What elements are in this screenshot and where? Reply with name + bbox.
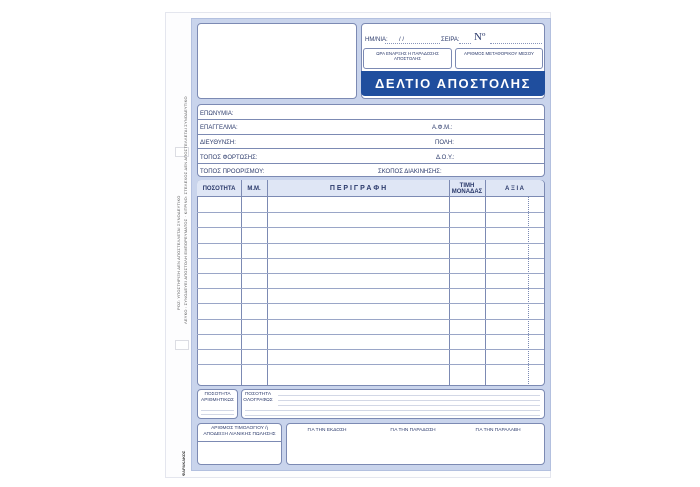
col-value: Α Ξ Ι Α	[505, 185, 524, 192]
table-row-line	[197, 303, 544, 304]
tax-office-label: Δ.Ο.Υ.:	[436, 155, 455, 161]
table-row-line	[197, 273, 544, 274]
table-row-line	[197, 319, 544, 320]
table-row-line	[197, 288, 544, 289]
table-row-line	[197, 334, 544, 335]
qty-words-line-2	[278, 400, 540, 401]
punch-hole-bottom	[175, 340, 189, 350]
invoice-number-label	[197, 426, 282, 437]
signature-issuer-label[interactable]: ΓΙΑ ΤΗΝ ΕΚΔΟΣΗ	[307, 428, 347, 433]
profession-row-line	[197, 134, 545, 135]
date-field[interactable]	[385, 43, 440, 44]
qty-numeric-line	[201, 410, 234, 411]
qty-numeric-line-2	[201, 414, 234, 415]
col-divider-4	[485, 180, 486, 386]
side-note-pink: ΡΟΖ: ΥΠΟΣΤΗΡΙΞΗ ΔΕΝ ΑΠΟΣΤΕΛΛΕΤΑΙ ΣΥΝΟΔΕΥΤΙΚΟ	[176, 195, 181, 310]
qty-words-line-4	[245, 410, 540, 411]
qty-words-label-line1: ΠΟΣΟΤΗΤΑ	[244, 392, 272, 397]
address-label: ΔΙΕΥΘΥΝΣΗ:	[200, 140, 236, 146]
city-label: ΠΟΛΗ:	[435, 140, 454, 146]
profession-label: ΕΠΑΓΓΕΛΜΑ:	[200, 125, 238, 131]
invoice-number-label-line2: ΑΠΟΔΕΙΞΗ ΛΙΑΝΙΚΗΣ ΠΩΛΗΣΗΣ	[203, 431, 276, 437]
loading-row-line	[197, 163, 545, 164]
customer-details-box	[197, 104, 545, 177]
col-divider-1	[241, 180, 242, 386]
vat-label: Α.Φ.Μ.:	[432, 125, 453, 131]
series-label: ΣΕΙΡΑ:	[441, 37, 460, 43]
signature-receiver-label[interactable]: ΓΙΑ ΤΗΝ ΠΑΡΑΛΑΒΗ	[475, 428, 521, 433]
date-separators: / /	[399, 37, 405, 43]
col-quantity: ΠΟΣΟΤΗΤΑ	[202, 185, 236, 192]
table-row-line	[197, 243, 544, 244]
vehicle-number-box[interactable]: ΑΡΙΘΜΟΣ ΜΕΤΑΦΟΡΙΚΟΥ ΜΕΣΟΥ	[455, 48, 543, 69]
qty-words-label	[241, 392, 275, 403]
name-label: ΕΠΩΝΥΜΙΑ:	[200, 111, 234, 117]
table-row-line	[197, 227, 544, 228]
qty-words-line-3	[278, 405, 540, 406]
side-note-white-yellow: ΛΕΥΚΟ : ΣΥΝΟΔΕΥΕΙ ΑΠΟΣΤΟΛΗ ΕΜΠΟΡΕΥΜΑΤΟΣ · ΚΙΤΡΙΝΟ: ΣΤΕΛΕΧΟΣ ΔΕΝ ΑΠΟΣΤΕΛΛΕΤΑΙ ΣΥΝΟΔΕΥΤΙΚΟ	[183, 96, 188, 324]
loading-place-label: ΤΟΠΟΣ ΦΟΡΤΩΣΗΣ:	[200, 155, 258, 161]
table-row-line	[197, 212, 544, 213]
issuer-box[interactable]	[197, 23, 357, 99]
signature-deliverer-label[interactable]: ΓΙΑ ΤΗΝ ΠΑΡΑΔΟΣΗ	[390, 428, 436, 433]
qty-numeric-label	[197, 392, 238, 403]
value-decimal-divider	[528, 197, 529, 386]
qty-numeric-label-line1: ΠΟΣΟΤΗΤΑ	[204, 392, 231, 397]
document-title: ΔΕΛΤΙΟ ΑΠΟΣΤΟΛΗΣ	[361, 71, 545, 96]
date-label: ΗΜ/ΝΙΑ:	[365, 37, 388, 43]
number-label: Nº	[474, 31, 486, 43]
qty-words-line-1	[278, 395, 540, 396]
col-unit-price-line2: ΜΟΝΑΔΑΣ	[451, 188, 483, 195]
table-row-line	[197, 258, 544, 259]
qty-numeric-label-line2: ΑΡΙΘΜΗΤΙΚΩΣ	[201, 397, 234, 403]
col-unit-price-line1: ΤΙΜΗ	[459, 182, 475, 189]
col-divider-3	[449, 180, 450, 386]
invoice-number-label-line1: ΑΡΙΘΜΟΣ ΤΙΜΟΛΟΓΙΟΥ ή	[211, 426, 268, 431]
name-row-line	[197, 119, 545, 120]
number-field[interactable]	[490, 43, 542, 44]
purpose-label: ΣΚΟΠΟΣ ΔΙΑΚΙΝΗΣΗΣ:	[378, 169, 442, 175]
col-divider-2	[267, 180, 268, 386]
table-row-line	[197, 349, 544, 350]
address-row-line	[197, 148, 545, 149]
col-description: Π Ε Ρ Ι Γ Ρ Α Φ Η	[329, 184, 387, 192]
qty-words-label-line2: ΟΛΟΓΡΑΦΩΣ	[243, 397, 273, 403]
col-unit: Μ.Μ.	[247, 185, 261, 192]
invoice-number-divider	[197, 441, 282, 442]
qty-words-line-5	[245, 415, 540, 416]
col-unit-price	[449, 180, 485, 197]
destination-label: ΤΟΠΟΣ ΠΡΟΟΡΙΣΜΟΥ:	[200, 169, 265, 175]
items-table	[197, 180, 545, 386]
dispatch-time-box[interactable]: ΩΡΑ ΕΝΑΡΞΗΣ Η ΠΑΡΑΔΟΣΗΣ ΑΠΟΣΤΟΛΗΣ	[363, 48, 452, 69]
brand-imprint: ΦΑΡΑΚΑΚΟΣ	[181, 450, 186, 476]
table-row-line	[197, 364, 544, 365]
series-field[interactable]	[459, 43, 471, 44]
